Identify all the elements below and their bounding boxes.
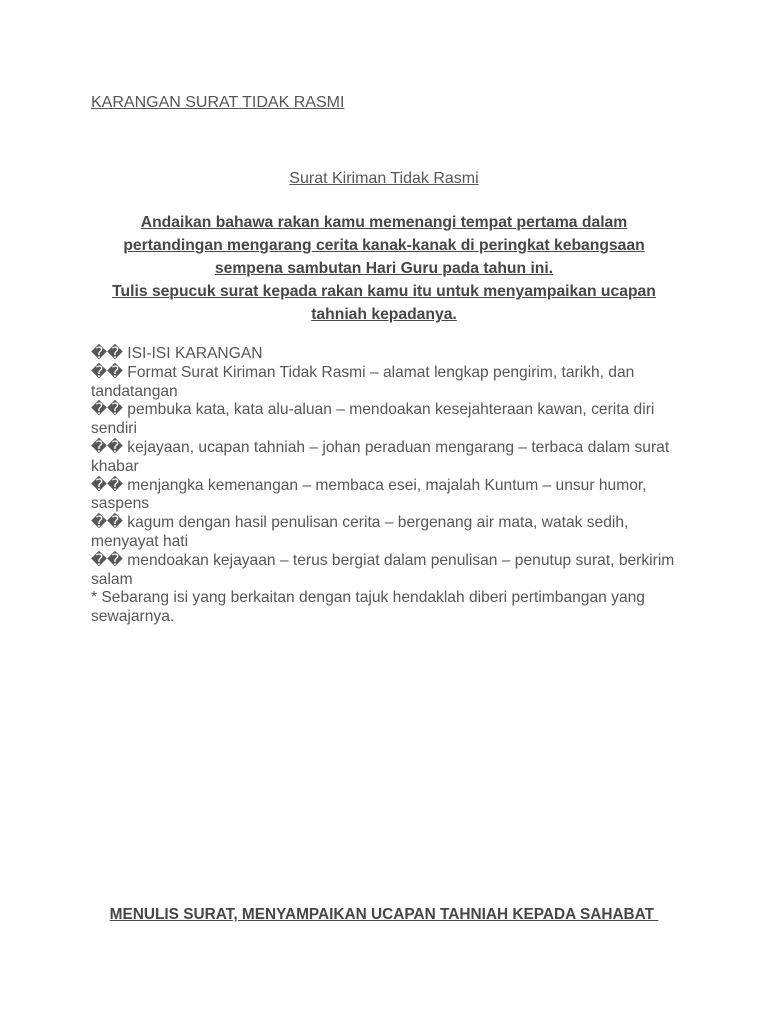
content-point: �� ISI-ISI KARANGAN — [91, 345, 263, 362]
content-point: �� pembuka kata, kata alu-aluan – mendoakan kesejahteraan kawan, cerita diri sendiri — [91, 401, 655, 438]
essay-question — [0, 211, 768, 326]
content-point: �� kejayaan, ucapan tahniah – johan peraduan mengarang – terbaca dalam surat khabar — [91, 438, 670, 475]
content-point: �� mendoakan kejayaan – terus bergiat dalam penulisan – penutup surat, berkirim salam — [91, 551, 675, 588]
content-point: �� Format Surat Kiriman Tidak Rasmi – alamat lengkap pengirim, tarikh, dan tandatangan — [91, 363, 635, 400]
footer-heading: MENULIS SURAT, MENYAMPAIKAN UCAPAN TAHNIAH KEPADA SAHABAT — [109, 906, 659, 923]
question-line: tahniah kepadanya. — [311, 306, 457, 323]
content-note: * Sebarang isi yang berkaitan dengan tajuk hendaklah diberi pertimbangan yang sewajarnya. — [91, 589, 645, 626]
document-subtitle: Surat Kiriman Tidak Rasmi — [289, 170, 479, 187]
question-line: Tulis sepucuk surat kepada rakan kamu itu untuk menyampaikan ucapan — [112, 283, 656, 300]
content-point: �� kagum dengan hasil penulisan cerita – bergenang air mata, watak sedih, menyayat hati — [91, 514, 629, 550]
content-points-list — [91, 345, 689, 627]
question-line: Andaikan bahawa rakan kamu memenangi tempat pertama dalam — [140, 214, 628, 231]
document-title: KARANGAN SURAT TIDAK RASMI — [91, 94, 345, 111]
content-point: �� menjangka kemenangan – membaca esei, majalah Kuntum – unsur humor, saspens — [91, 476, 647, 513]
question-line: sempena sambutan Hari Guru pada tahun ini. — [214, 260, 554, 277]
question-line: pertandingan mengarang cerita kanak-kanak di peringkat kebangsaan — [123, 237, 645, 254]
